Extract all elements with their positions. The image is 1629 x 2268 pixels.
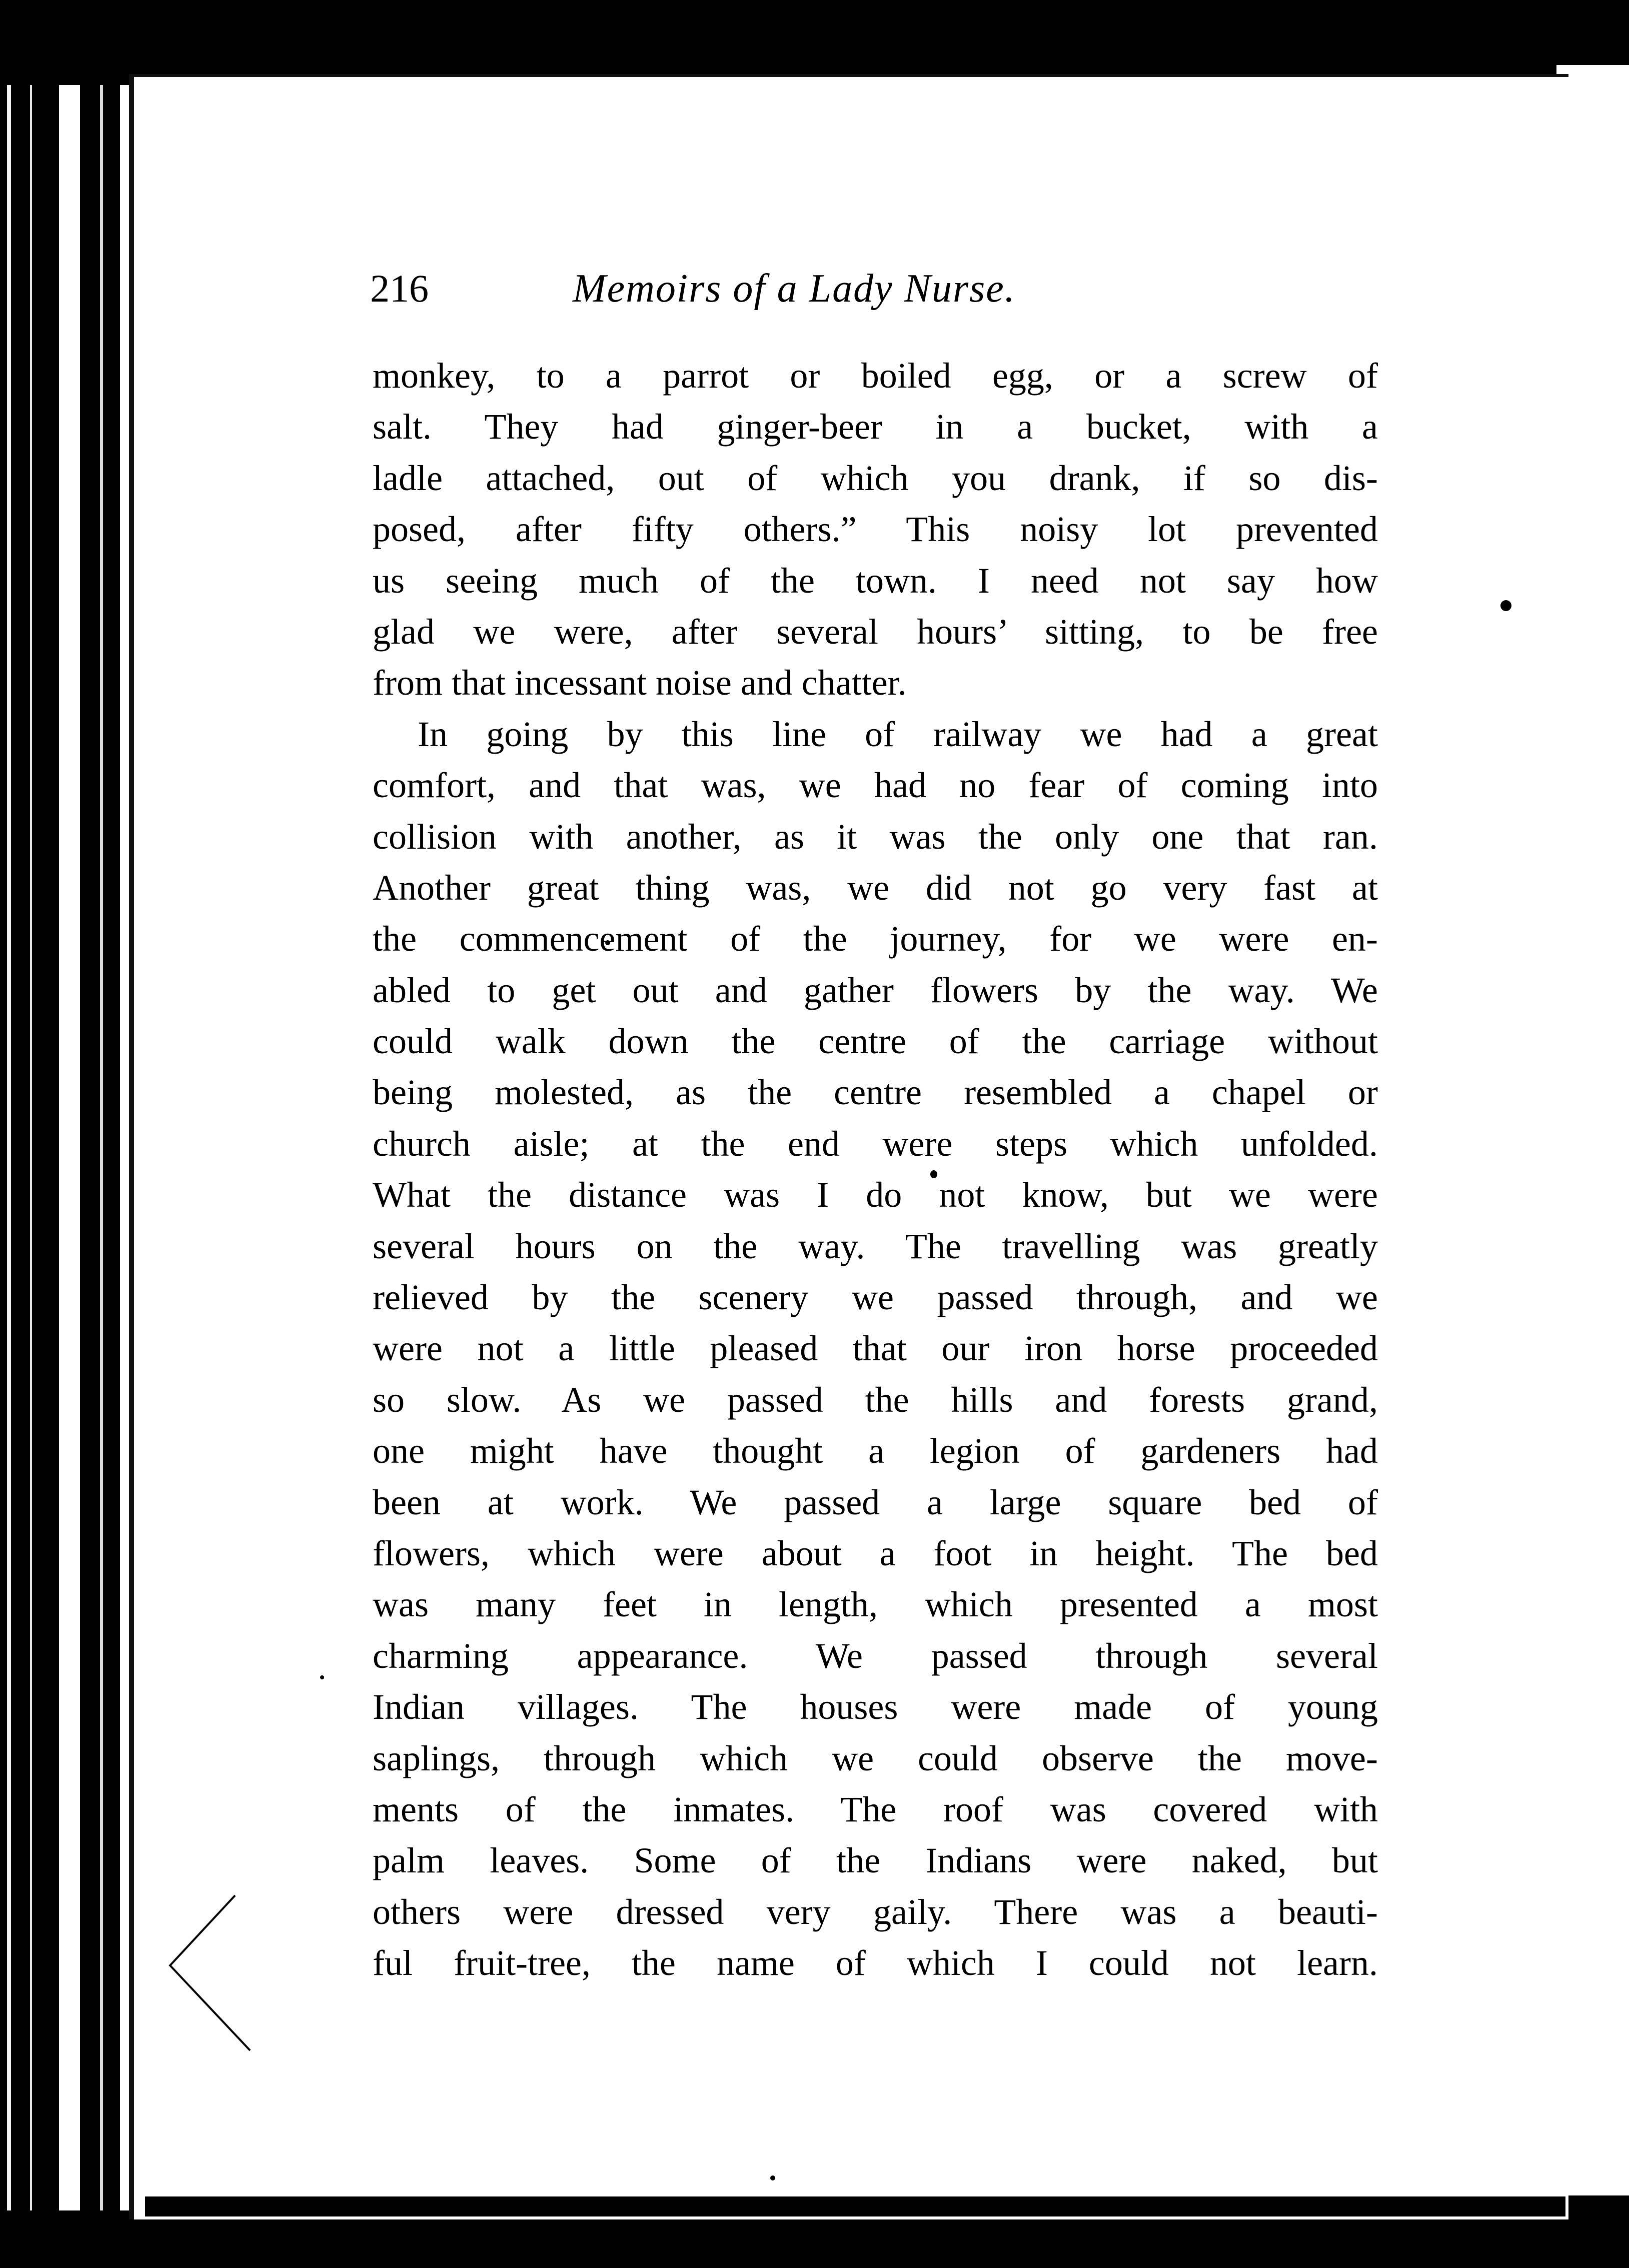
- text-line: ments of the inmates. The roof was covered with: [373, 1789, 1378, 1829]
- page-bottom-edge: [145, 2196, 1565, 2216]
- text-line: been at work. We passed a large square bed of: [373, 1482, 1378, 1522]
- text-line: us seeing much of the town. I need not say how: [373, 560, 1378, 601]
- text-line: church aisle; at the end were steps which unfolded.: [373, 1123, 1378, 1164]
- text-line: ladle attached, out of which you drank, if so dis-: [373, 458, 1378, 498]
- text-line: the commencement of the journey, for we were en-: [373, 919, 1378, 959]
- text-line: comfort, and that was, we had no fear of coming into: [373, 765, 1378, 806]
- text-line: relieved by the scenery we passed through, and we: [373, 1277, 1378, 1318]
- text-line: glad we were, after several hours’ sitting, to be free: [373, 611, 1378, 652]
- text-line: posed, after fifty others.” This noisy lot prevented: [373, 509, 1378, 550]
- scan-speck: [770, 2175, 775, 2180]
- text-line: ful fruit-tree, the name of which I could not learn.: [373, 1943, 1378, 1983]
- text-line: several hours on the way. The travelling was greatly: [373, 1226, 1378, 1266]
- text-line: collision with another, as it was the only one that ran.: [373, 816, 1378, 857]
- text-line: What the distance was I do not know, but we were: [373, 1175, 1378, 1215]
- text-line: Another great thing was, we did not go very fast at: [373, 867, 1378, 908]
- running-title: Memoirs of a Lady Nurse.: [573, 267, 1016, 311]
- text-line: abled to get out and gather flowers by the way. We: [373, 970, 1378, 1010]
- scan-speck: [1500, 600, 1511, 611]
- body-text: [373, 350, 1378, 1989]
- text-line: from that incessant noise and chatter.: [373, 663, 907, 703]
- text-line: In going by this line of railway we had a great: [418, 714, 1378, 754]
- text-line: palm leaves. Some of the Indians were naked, but: [373, 1840, 1378, 1881]
- text-line: so slow. As we passed the hills and forests grand,: [373, 1379, 1378, 1420]
- text-line: Indian villages. The houses were made of young: [373, 1687, 1378, 1727]
- text-line: one might have thought a legion of gardeners had: [373, 1431, 1378, 1471]
- text-line: being molested, as the centre resembled a chapel or: [373, 1072, 1378, 1113]
- text-line: were not a little pleased that our iron horse proceeded: [373, 1328, 1378, 1369]
- page-number: 216: [370, 267, 429, 310]
- text-line: charming appearance. We passed through several: [373, 1635, 1378, 1676]
- text-line: flowers, which were about a foot in height. The bed: [373, 1533, 1378, 1573]
- text-line: salt. They had ginger-beer in a bucket, with a: [373, 407, 1378, 447]
- page-header: [370, 261, 1130, 321]
- text-line: could walk down the centre of the carriage without: [373, 1021, 1378, 1062]
- text-line: others were dressed very gaily. There was a beauti-: [373, 1891, 1378, 1932]
- text-line: was many feet in length, which presented a most: [373, 1584, 1378, 1625]
- text-line: monkey, to a parrot or boiled egg, or a screw of: [373, 356, 1378, 396]
- pencil-mark: [165, 1890, 265, 2055]
- text-line: saplings, through which we could observe the move-: [373, 1738, 1378, 1778]
- scan-speck: [320, 1675, 324, 1679]
